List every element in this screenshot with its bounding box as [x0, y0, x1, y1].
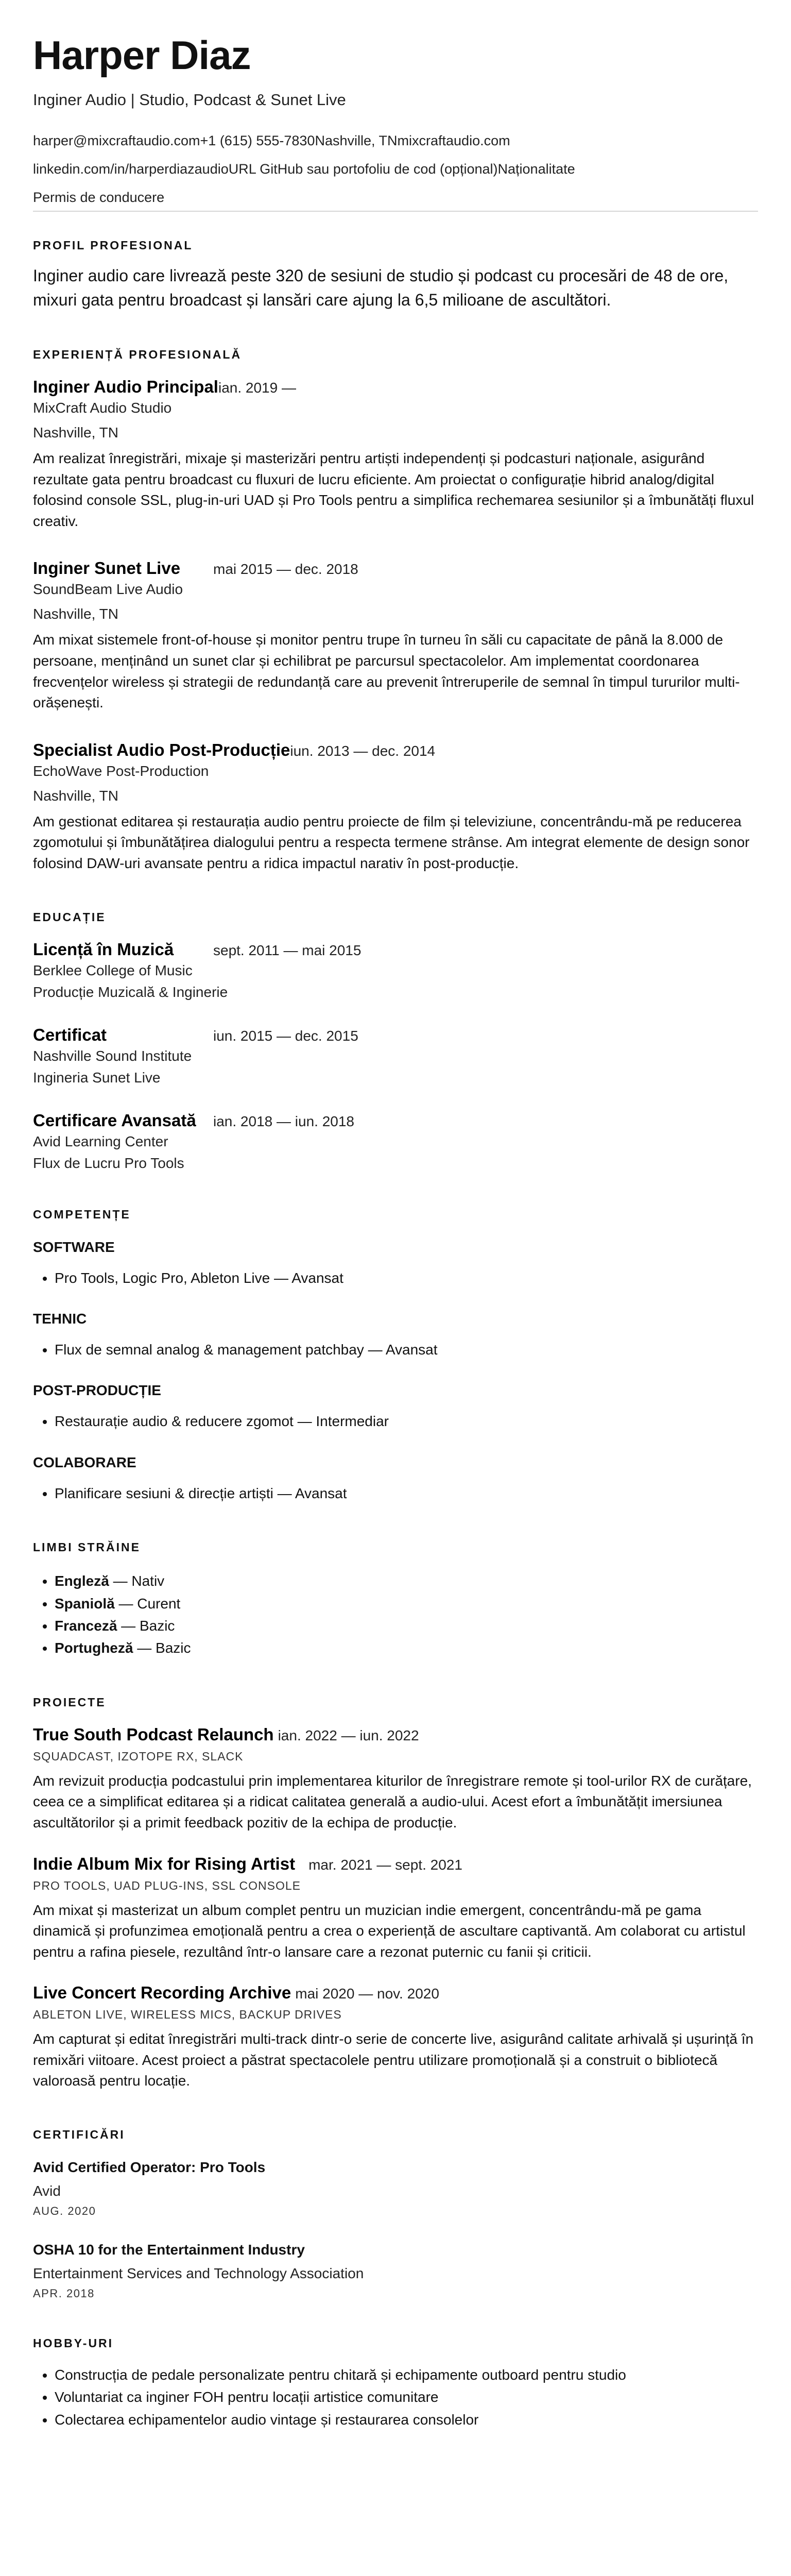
hobby-item: • Voluntariat ca inginer FOH pentru locații artistice comunitare	[55, 2386, 758, 2408]
education-entry	[33, 940, 758, 1001]
skill-item: • Pro Tools, Logic Pro, Ableton Live — Avansat	[55, 1267, 758, 1289]
skill-category: TEHNIC	[33, 1310, 87, 1327]
language-item	[55, 1592, 758, 1615]
job-location: Nashville, TN	[33, 606, 118, 622]
hobby-item: • Colectarea echipamentelor audio vintage și restaurarea consolelor	[55, 2409, 758, 2431]
job-company: SoundBeam Live Audio	[33, 581, 183, 598]
degree-dates: iun. 2015 — dec. 2015	[213, 1027, 358, 1044]
projects-section	[33, 1696, 758, 2092]
project-dates: ian. 2022 — iun. 2022	[278, 1727, 419, 1743]
project-entry	[33, 1725, 758, 1834]
skill-item: • Restaurație audio & reducere zgomot — Intermediar	[55, 1410, 758, 1432]
contact-line-3	[33, 189, 758, 207]
language-name: Spaniolă	[55, 1595, 115, 1612]
project-entry	[33, 1854, 758, 1963]
skill-category: POST-PRODUCȚIE	[33, 1382, 161, 1399]
phone-text: +1 (615) 555-7830	[200, 133, 315, 148]
degree-dates: sept. 2011 — mai 2015	[213, 942, 362, 958]
location-text: Nashville, TN	[315, 133, 398, 148]
job-role: Inginer Sunet Live	[33, 558, 181, 578]
job-company: EchoWave Post-Production	[33, 762, 209, 779]
project-name: True South Podcast Relaunch	[33, 1724, 274, 1744]
project-description: Am mixat și masterizat un album complet pentru un muzician indie emergent, concentrându-mă pe gama dinamică și profunzimea emoțională pentru a crea o experiență de ascultare captivantă. Am colaborat cu artistul pentru a rafina piesele, rezultând într-o lansare care a rezonat puternic cu fanii și criticii.	[33, 1902, 746, 1960]
hobbies-heading: HOBBY-URI	[33, 2336, 114, 2350]
skill-category: COLABORARE	[33, 1454, 136, 1470]
project-dates: mai 2020 — nov. 2020	[295, 1986, 439, 2002]
school-name: Avid Learning Center	[33, 1133, 168, 1149]
degree-name: Licență în Muzică	[33, 939, 174, 959]
education-section	[33, 910, 758, 1172]
language-list	[33, 1570, 758, 1659]
candidate-title: Inginer Audio | Studio, Podcast & Sunet Live	[33, 91, 346, 109]
certification-date: AUG. 2020	[33, 2205, 96, 2218]
header-divider	[33, 211, 758, 212]
degree-name: Certificare Avansată	[33, 1110, 196, 1130]
projects-heading: PROIECTE	[33, 1695, 106, 1709]
language-item	[55, 1637, 758, 1659]
school-name: Berklee College of Music	[33, 962, 193, 978]
languages-heading: LIMBI STRĂINE	[33, 1540, 141, 1554]
certification-entry	[33, 2159, 758, 2218]
skill-list	[33, 1338, 758, 1361]
contact-line-2	[33, 160, 758, 178]
project-name: Live Concert Recording Archive	[33, 1983, 291, 2003]
language-level: — Curent	[114, 1595, 181, 1612]
experience-entry	[33, 740, 758, 874]
certification-issuer: Avid	[33, 2183, 61, 2199]
certification-entry	[33, 2242, 758, 2300]
hobby-list	[33, 2364, 758, 2431]
project-tags: PRO TOOLS, UAD PLUG-INS, SSL CONSOLE	[33, 1878, 301, 1892]
resume-page	[33, 32, 758, 2467]
project-dates: mar. 2021 — sept. 2021	[308, 1856, 462, 1873]
hobby-item: • Construcția de pedale personalizate pentru chitară și echipamente outboard pentru studio	[55, 2364, 758, 2386]
language-item	[55, 1615, 758, 1637]
skill-item: • Flux de semnal analog & management patchbay — Avansat	[55, 1338, 758, 1361]
project-tags: ABLETON LIVE, WIRELESS MICS, BACKUP DRIVES	[33, 2008, 342, 2022]
skill-item: • Planificare sesiuni & direcție artiști — Avansat	[55, 1482, 758, 1504]
degree-field: Flux de Lucru Pro Tools	[33, 1155, 184, 1171]
contact-line-1	[33, 132, 758, 150]
language-name: Portugheză	[55, 1640, 133, 1656]
job-dates: mai 2015 — dec. 2018	[213, 561, 358, 578]
education-entry	[33, 1111, 758, 1172]
project-description: Am capturat și editat înregistrări multi-track dintr-o serie de concerte live, asigurând calitate arhivală și ușurință în remixări viitoare. Acest proiect a păstrat spectacolele pentru utilizare promoțională și a construit o bibliotecă valoroasă pentru locație.	[33, 2031, 754, 2089]
portfolio-text: URL GitHub sau portofoliu de cod (opțional)	[228, 161, 498, 177]
certification-issuer: Entertainment Services and Technology Association	[33, 2265, 364, 2282]
candidate-name: Harper Diaz	[33, 32, 251, 78]
license-text: Permis de conducere	[33, 190, 165, 206]
job-description: Am realizat înregistrări, mixaje și masterizări pentru artiști independenți și podcasturi naționale, asigurând rezultate gata pentru broadcast cu fluxuri de lucru eficiente. Am proiectat o configurație hibrid analog/digital folosind console SSL, plug-in-uri UAD și Pro Tools pentru a simplifica rechemarea sesiunilor și a îmbunătăți fluxul creativ.	[33, 450, 754, 529]
job-dates: iun. 2013 — dec. 2014	[290, 742, 436, 759]
email-link[interactable]: harper@mixcraftaudio.com	[33, 133, 200, 148]
degree-dates: ian. 2018 — iun. 2018	[213, 1113, 354, 1129]
job-location: Nashville, TN	[33, 787, 118, 804]
certifications-section	[33, 2128, 758, 2300]
certifications-heading: CERTIFICĂRI	[33, 2128, 125, 2142]
degree-field: Ingineria Sunet Live	[33, 1069, 161, 1086]
language-item	[55, 1570, 758, 1592]
school-name: Nashville Sound Institute	[33, 1047, 192, 1064]
skills-heading: COMPETENȚE	[33, 1207, 131, 1221]
experience-entry	[33, 558, 758, 713]
language-name: Engleză	[55, 1573, 109, 1589]
job-description: Am mixat sistemele front-of-house și monitor pentru trupe în turneu în săli cu capacitate de până la 8.000 de persoane, menținând un sunet clar și echilibrat pe parcursul spectacolelor. Am implementat coordonarea frecvențelor wireless și strategii de redundanță care au prevenit întreruperile de semnal în timpul tururilor multi-orășenești.	[33, 632, 740, 711]
project-tags: SQUADCAST, IZOTOPE RX, SLACK	[33, 1749, 244, 1763]
project-description: Am revizuit producția podcastului prin implementarea kiturilor de înregistrare remote și tool-urilor RX de curățare, ceea ce a simplificat editarea și a ridicat calitatea generală a audio-ului. Acest efort a îmbunătățit imersiunea ascultătorilor și a primit feedback pozitiv de la echipa de producție.	[33, 1772, 752, 1831]
job-role: Inginer Audio Principal	[33, 377, 218, 397]
nationality-text: Naționalitate	[497, 161, 575, 177]
experience-heading: EXPERIENȚĂ PROFESIONALĂ	[33, 348, 242, 362]
experience-entry	[33, 377, 758, 532]
skill-list	[33, 1482, 758, 1504]
job-description: Am gestionat editarea și restaurația audio pentru proiecte de film și televiziune, concentrându-mă pe reducerea zgomotului și îmbunătățirea dialogului pentru a respecta termene strânse. Am integrat elemente de design sonor folosind DAW-uri avansate pentru a ridica impactul narativ în post-producție.	[33, 813, 750, 871]
certification-date: APR. 2018	[33, 2287, 95, 2300]
language-level: — Bazic	[117, 1617, 175, 1634]
skill-list	[33, 1410, 758, 1432]
skill-list	[33, 1267, 758, 1289]
linkedin-link[interactable]: linkedin.com/in/harperdiazaudio	[33, 161, 229, 177]
skills-section	[33, 1208, 758, 1505]
project-entry	[33, 1983, 758, 2092]
skill-category: SOFTWARE	[33, 1239, 115, 1255]
degree-field: Producție Muzicală & Inginerie	[33, 984, 228, 1000]
job-role: Specialist Audio Post-Producție	[33, 740, 290, 759]
language-level: — Bazic	[133, 1640, 191, 1656]
job-dates: ian. 2019 —	[218, 380, 296, 396]
education-entry	[33, 1025, 758, 1086]
hobbies-section	[33, 2336, 758, 2431]
summary-text: Inginer audio care livrează peste 320 de sesiuni de studio și podcast cu procesări de 48 de ore, mixuri gata pentru broadcast și lansări care ajung la 6,5 milioane de ascultători.	[33, 266, 729, 309]
website-link[interactable]: mixcraftaudio.com	[397, 133, 510, 148]
experience-section	[33, 348, 758, 874]
certification-name: Avid Certified Operator: Pro Tools	[33, 2159, 266, 2176]
education-heading: EDUCAȚIE	[33, 910, 106, 924]
job-location: Nashville, TN	[33, 425, 118, 441]
summary-section	[33, 239, 758, 312]
language-level: — Nativ	[109, 1573, 165, 1589]
languages-section	[33, 1540, 758, 1659]
degree-name: Certificat	[33, 1025, 107, 1044]
job-company: MixCraft Audio Studio	[33, 400, 172, 416]
certification-name: OSHA 10 for the Entertainment Industry	[33, 2242, 305, 2258]
project-name: Indie Album Mix for Rising Artist	[33, 1854, 296, 1873]
summary-heading: PROFIL PROFESIONAL	[33, 239, 193, 252]
language-name: Franceză	[55, 1617, 117, 1634]
